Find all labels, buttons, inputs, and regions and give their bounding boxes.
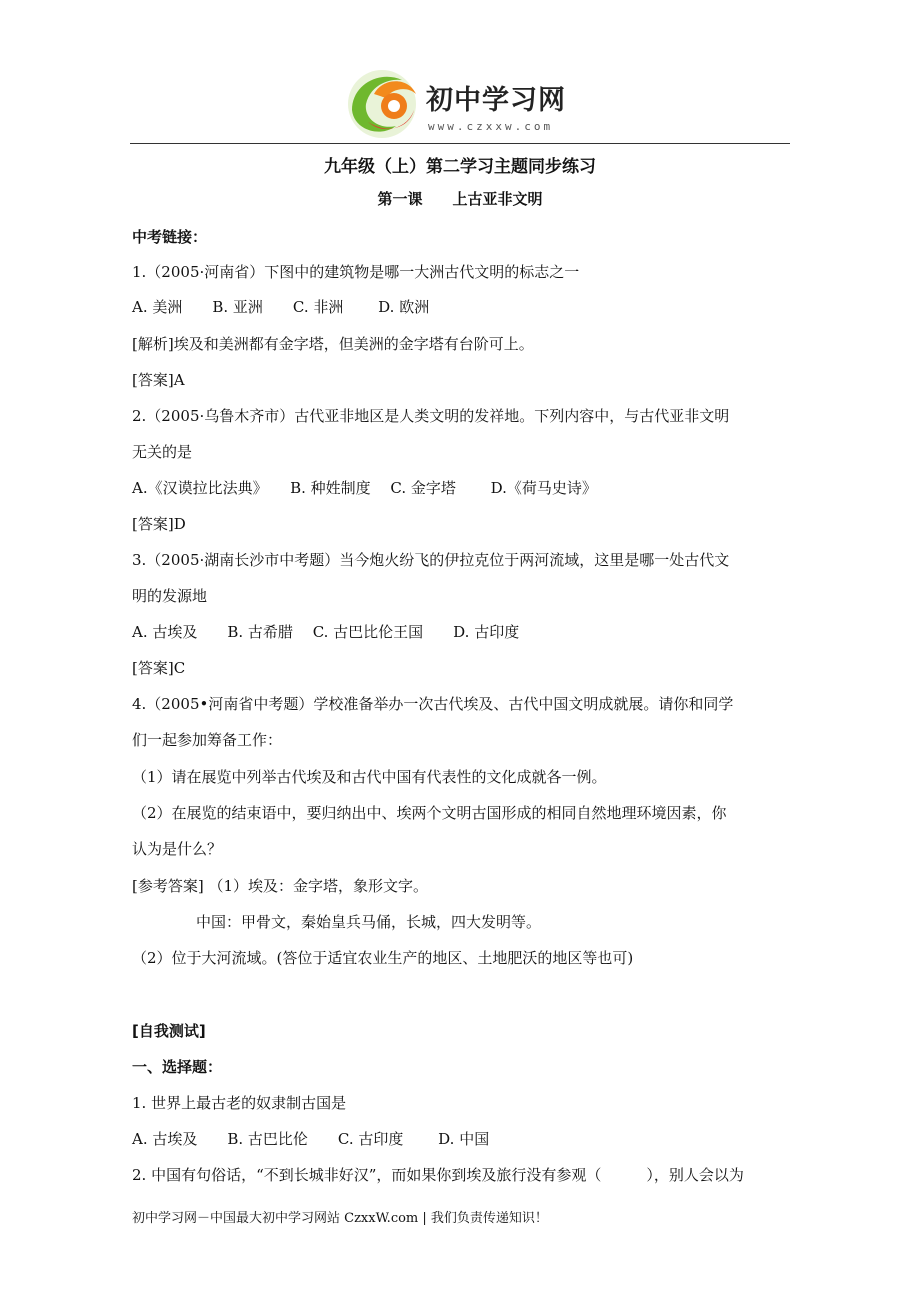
st2-stem: 2. 中国有句俗话，“不到长城非好汉”，而如果你到埃及旅行没有参观（ ），别人会以为 xyxy=(132,1166,744,1184)
q4-part2-line2: 认为是什么？ xyxy=(132,840,223,858)
q4-reference-answer-line3: （2）位于大河流域。(答位于适宜农业生产的地区、土地肥沃的地区等也可) xyxy=(132,949,634,967)
st1-options: A. 古埃及 B. 古巴比伦 C. 古印度 D. 中国 xyxy=(132,1130,490,1148)
q3-stem-line1: 3.（2005·湖南长沙市中考题）当今炮火纷飞的伊拉克位于两河流域，这里是哪一处古代文 xyxy=(132,551,730,569)
q1-answer: [答案]A xyxy=(132,371,185,389)
q1-options: A. 美洲 B. 亚洲 C. 非洲 D. 欧洲 xyxy=(132,298,430,316)
header-divider xyxy=(130,143,790,144)
q2-answer: [答案]D xyxy=(132,515,186,533)
logo-title: 初中学习网 xyxy=(426,85,566,116)
q1-analysis: [解析]埃及和美洲都有金字塔，但美洲的金字塔有台阶可上。 xyxy=(132,335,534,353)
logo-swirl-icon xyxy=(344,64,422,142)
q1-stem: 1.（2005·河南省）下图中的建筑物是哪一大洲古代文明的标志之一 xyxy=(132,263,580,281)
section-heading-choice: 一、选择题： xyxy=(132,1058,223,1076)
q4-reference-answer-line1: [参考答案] （1）埃及：金字塔，象形文字。 xyxy=(132,877,429,895)
q4-stem-line2: 们一起参加筹备工作： xyxy=(132,731,283,749)
q4-reference-answer-line2: 中国：甲骨文，秦始皇兵马俑，长城，四大发明等。 xyxy=(196,913,542,931)
q4-part1: （1）请在展览中列举古代埃及和古代中国有代表性的文化成就各一例。 xyxy=(132,768,607,786)
q4-part2-line1: （2）在展览的结束语中，要归纳出中、埃两个文明古国形成的相同自然地理环境因素，你 xyxy=(132,804,727,822)
q4-stem-line1: 4.（2005•河南省中考题）学校准备举办一次古代埃及、古代中国文明成就展。请你和同学 xyxy=(132,695,734,713)
st1-stem: 1. 世界上最古老的奴隶制古国是 xyxy=(132,1094,347,1112)
section-heading-exam-link: 中考链接： xyxy=(132,228,208,246)
section-heading-self-test: [自我测试] xyxy=(132,1022,206,1040)
q2-stem-line2: 无关的是 xyxy=(132,443,193,461)
q2-stem-line1: 2.（2005·乌鲁木齐市）古代亚非地区是人类文明的发祥地。下列内容中，与古代亚非文明 xyxy=(132,407,730,425)
page-header xyxy=(0,60,920,144)
q3-stem-line2: 明的发源地 xyxy=(132,587,208,605)
page-footer: 初中学习网－中国最大初中学习网站 CzxxW.com | 我们负责传递知识！ xyxy=(132,1211,548,1226)
page-title: 九年级（上）第二学习主题同步练习 xyxy=(324,157,596,177)
lesson-subtitle: 第一课 上古亚非文明 xyxy=(377,190,543,208)
q3-options: A. 古埃及 B. 古希腊 C. 古巴比伦王国 D. 古印度 xyxy=(132,623,520,641)
q3-answer: [答案]C xyxy=(132,659,186,677)
q2-options: A.《汉谟拉比法典》 B. 种姓制度 C. 金字塔 D.《荷马史诗》 xyxy=(132,479,597,497)
logo-url: www.czxxw.com xyxy=(428,120,554,133)
site-logo[interactable] xyxy=(344,64,594,144)
